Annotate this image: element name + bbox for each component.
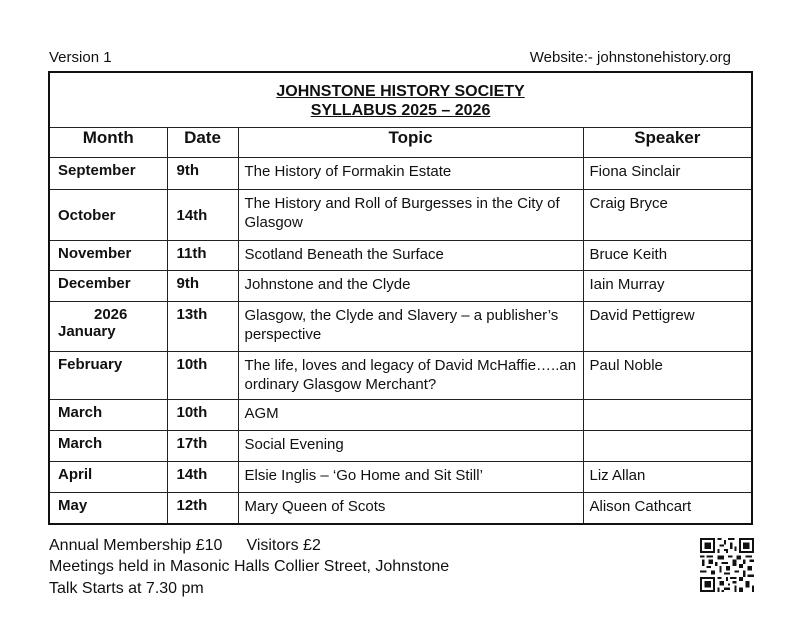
date-cell: 14th [167,462,238,493]
speaker-cell: David Pettigrew [583,302,752,352]
table-title [49,72,752,128]
month-year: 2026 [94,306,128,323]
header-row [49,128,752,158]
topic-cell: Scotland Beneath the Surface [238,241,583,271]
version-label: Version 1 [49,49,112,66]
date-cell: 17th [167,431,238,462]
table-row [49,158,752,190]
month-cell: November [49,241,167,271]
membership-line [49,537,321,555]
month-cell: March [49,431,167,462]
month-cell: December [49,271,167,302]
date-cell: 9th [167,271,238,302]
table-row [49,302,752,352]
date-cell: 10th [167,352,238,400]
title-row [49,72,752,128]
topic-cell: Glasgow, the Clyde and Slavery – a publisher’s perspective [238,302,583,352]
month-cell [49,302,167,352]
date-cell: 10th [167,400,238,431]
date-cell: 13th [167,302,238,352]
speaker-cell: Craig Bryce [583,190,752,241]
speaker-cell: Iain Murray [583,271,752,302]
topic-cell: The History of Formakin Estate [238,158,583,190]
speaker-cell: Alison Cathcart [583,493,752,524]
column-header-month: Month [49,128,167,158]
talk-start-time: Talk Starts at 7.30 pm [49,580,204,597]
date-cell: 11th [167,241,238,271]
topic-cell: Elsie Inglis – ‘Go Home and Sit Still’ [238,462,583,493]
date-cell: 14th [167,190,238,241]
month-cell: February [49,352,167,400]
topic-cell: Social Evening [238,431,583,462]
column-header-speaker: Speaker [583,128,752,158]
table-row [49,493,752,524]
month-cell: April [49,462,167,493]
membership-fee: Annual Membership £10 [49,537,223,554]
speaker-cell: Bruce Keith [583,241,752,271]
topic-cell: AGM [238,400,583,431]
syllabus-years: SYLLABUS 2025 – 2026 [310,102,491,119]
month-name: January [58,323,116,340]
speaker-cell: Liz Allan [583,462,752,493]
date-cell: 12th [167,493,238,524]
month-cell: October [49,190,167,241]
speaker-cell: Paul Noble [583,352,752,400]
visitor-fee: Visitors £2 [246,537,321,554]
topic-cell: The life, loves and legacy of David McHaffie…..an ordinary Glasgow Merchant? [238,352,583,400]
table-row [49,352,752,400]
table-row [49,241,752,271]
society-name: JOHNSTONE HISTORY SOCIETY [276,83,525,100]
topic-cell: Mary Queen of Scots [238,493,583,524]
table-row [49,271,752,302]
topic-cell: The History and Roll of Burgesses in the City of Glasgow [238,190,583,241]
date-cell: 9th [167,158,238,190]
column-header-topic: Topic [238,128,583,158]
column-header-date: Date [167,128,238,158]
table-row [49,431,752,462]
speaker-cell: Fiona Sinclair [583,158,752,190]
table-row [49,190,752,241]
syllabus-table [48,71,753,525]
speaker-cell [583,431,752,462]
website-label: Website:- johnstonehistory.org [529,49,731,66]
table-row [49,400,752,431]
speaker-cell [583,400,752,431]
month-cell: September [49,158,167,190]
month-cell: March [49,400,167,431]
table-row [49,462,752,493]
topic-cell: Johnstone and the Clyde [238,271,583,302]
qr-code-icon [700,538,754,592]
month-cell: May [49,493,167,524]
meeting-venue: Meetings held in Masonic Halls Collier Street, Johnstone [49,558,450,575]
